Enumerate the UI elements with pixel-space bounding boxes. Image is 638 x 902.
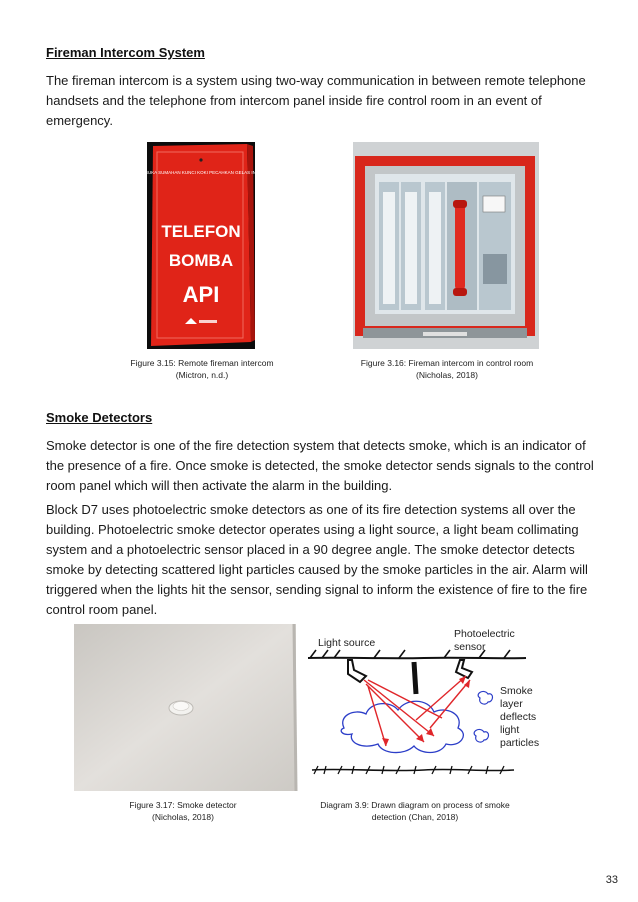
caption-title: Figure 3.16: Fireman intercom in control room xyxy=(360,358,534,368)
label-particles: particles xyxy=(500,737,540,749)
caption-source: (Nicholas, 2018) xyxy=(416,370,478,380)
intercom-text-bomba: BOMBA xyxy=(168,251,234,270)
caption-figure-3-16 xyxy=(350,357,544,381)
intercom-panel-illustration xyxy=(353,142,539,349)
caption-source: (Mictron, n.d.) xyxy=(175,370,229,380)
intercom-text-telefon: TELEFON xyxy=(161,222,241,241)
paragraph-fireman-intercom: The fireman intercom is a system using two-way communication in between remote telephone handsets and the telephone from intercom panel inside fire control room in an event of emergency. xyxy=(46,73,586,128)
caption-figure-3-17 xyxy=(98,799,268,823)
section-heading-fireman-intercom: Fireman Intercom System xyxy=(46,45,205,60)
label-light: light xyxy=(500,724,520,736)
label-photoelectric: Photoelectric xyxy=(454,628,515,640)
caption-source: (Nicholas, 2018) xyxy=(152,812,214,822)
photo-remote-fireman-intercom xyxy=(144,142,258,349)
smoke-detector-illustration xyxy=(74,624,296,791)
label-layer: layer xyxy=(500,698,523,710)
caption-title: Diagram 3.9: Drawn diagram on process of smoke xyxy=(320,800,510,810)
caption-title: Figure 3.17: Smoke detector xyxy=(129,800,237,810)
label-deflects: deflects xyxy=(500,711,537,723)
section-heading-smoke-detectors: Smoke Detectors xyxy=(46,410,153,425)
photo-fireman-intercom-panel xyxy=(353,142,539,349)
paragraph-smoke-detectors-block-d7: Block D7 uses photoelectric smoke detectors as one of its fire detection systems all over the building. Photoelectric smoke detector operates using a light source, a light beam collimating system and a photoelectric sensor placed in a 90 degree angle. The smoke detector detects smoke by detecting scattered light particles caused by the smoke particles in the air. Alarm will triggered when the lights hit the sensor, sending signal to inform the existence of fire to the fire control room panel. xyxy=(46,502,588,617)
smoke-detection-drawing xyxy=(304,624,540,794)
caption-diagram-3-9 xyxy=(304,799,526,823)
intercom-box-illustration xyxy=(144,142,258,349)
paragraph-smoke-detectors-intro: Smoke detector is one of the fire detection system that detects smoke, which is an indicator of the presence of a fire. Once smoke is detected, the smoke detector sends signals to the control room panel which will then activate the alarm in the building. xyxy=(46,438,594,493)
label-light-source: Light source xyxy=(318,637,376,649)
label-sensor: sensor xyxy=(454,641,486,653)
photo-smoke-detector xyxy=(74,624,296,791)
diagram-smoke-detection-process xyxy=(304,624,540,794)
page-number: 33 xyxy=(605,874,618,886)
intercom-text-api: API xyxy=(182,282,220,307)
intercom-instruction-text: BUKA SUMAHAN KUNCI KOKI PECAHKAN GELAS INI xyxy=(144,170,258,175)
caption-source: detection (Chan, 2018) xyxy=(371,812,459,822)
caption-figure-3-15 xyxy=(112,357,292,381)
label-smoke: Smoke xyxy=(500,685,533,697)
caption-title: Figure 3.15: Remote fireman intercom xyxy=(130,358,274,368)
